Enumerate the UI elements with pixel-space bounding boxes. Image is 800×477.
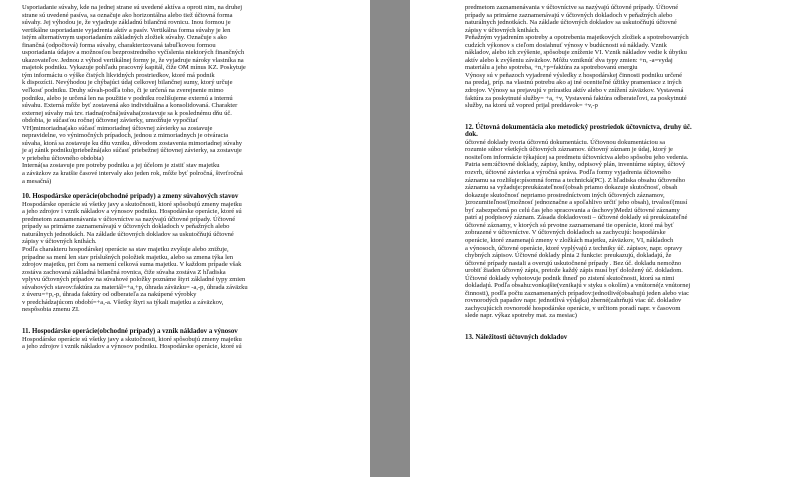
paragraph-section-10: Hospodárske operácie sú všetky javy a skutočnosti, ktoré spôsobujú zmeny majetku a jeho zdrojov i vznik nákladov a výnosov podniku. Hospodárske operácie, ktoré sú predmetom zaznamenávania v účtovníctve sa nazývajú účtovné prípady. Účtovné prípady sa primárne zaznamenávajú v účtovných dokladoch v peňažných alebo naturálnych jednotkách. Na základe účtovných dokladov sa uskutočňujú účtovné zápisy v účtovných knihách. Podľa charakteru hospodárskej operácie sa stav majetku zvyšuje alebo znižuje, prípadne sa mení len stav príslušných položiek majetku, alebo sa zmena týka len zdrojov majetku, pri čom sa nemení celková suma majetku. V každom prípade však zostáva zachovaná základná bilančná rovnica, čiže súvaha zostáva Z hľadiska vplyvu účtovných prípadov na súvahové položky poznáme štyri základné typy zmien súvahových stavov:faktúra za materiál=+a,+p, úhrada záväzku= -a,-p, úhrada záväzku z úveru=+p,-p, úhrada faktúry od odberateľa za nakúpené výrobky v predchádzajúcom období=+a,-a. Všetky štyri sa týkali majetku a záväzkov, nespôsobia zmenu ZI. [22,200,248,314]
section-heading-11: 11. Hospodárske operácie(obchodné prípady) a vznik nákladov a výnosov [22,327,238,335]
section-heading-13: 13. Náležitosti účtovných dokladov [465,333,568,341]
document-page-left [0,0,370,477]
section-heading-12: 12. Účtovná dokumentácia ako metodický prostriedok účtovníctva, druhy úč. dok. [465,123,692,139]
document-page-right [410,0,800,477]
paragraph-section-11: Hospodárske operácie sú všetky javy a skutočnosti, ktoré spôsobujú zmeny majetku a jeho zdrojov i vznik nákladov a výnosov podniku. Hospodárske operácie, ktoré sú [22,335,242,351]
paragraph-balance-sheet-forms: Usporiadanie súvahy, kde na jednej strane sú uvedené aktíva a oproti nim, na druhej strane sú uvedené pasíva, sa označuje ako horizontálna alebo tiež účtovná forma súvahy. Jej výhodou je, že vyjadruje základnú bilančnú rovnicu. Inou formou je vertikálne usporiadanie vyjadrenia aktív a pasív. Vertikálna forma súvahy je len istým alternatívnym usporiadaním základných zložiek súvahy. Označuje s ako finančná (odpočtová) forma súvahy, charakterizovaná tabuľkovou formou usporiadania údajov a možnosťou bezprostredného vyčíslenia niektorých finančných ukazovateľov. Jednou z výhod vertikálnej formy je, že vyjadruje nároky vlastníka na majetok podniku. Vykazuje pohľadu pracovný kapitál, čiže OM mínus KZ. Poskytuje tým informáciu o výške čistých likvidných prostriedkov, ktoré má podnik k dispozícii. Nevýhodou je chýbajúci údaj celkovej bilančnej sumy, ktorý určuje veľkosť podniku. Druhy súvah-podľa toho, či je určená na zverejnenie mimo podniku, alebo je určená len na použitie v podniku rozlišujeme externú a internú súvahu. Externá môže byť zostavená ako individuálna a konsolidovaná. Charakter externej súvahy má tzv. riadna(ročná)súvaha(zostavuje sa k poslednému dňu úč. obdobia, je súčasťou ročnej účtovnej závierky, umožňuje vypočítať VH)mimoriadna(ako súčasť mimoriadnej účtovnej závierky sa zostavuje nepravidelne, vo výnimočných prípadoch, jednou z mimoriadnych je otváracia súvaha, ktorá sa zostavuje ku dňu vzniku, dôvodom zostavenia mimoriadnej súvahy je aj zánik podniku)priebežná(ako súčasť priebežnej účtovnej závierky, sa zostavuje v priebehu účtovného obdobia) Interná(sa zostavuje pre potreby podniku a jej účelom je zistiť stav majetku a záväzkov za kratšie časové intervaly ako jeden rok, môže byť polročná, štvrťročná a mesačná) [22,4,246,185]
section-heading-10: 10. Hospodárske operácie(obchodné prípady) a zmeny súvahových stavov [22,193,239,201]
paragraph-section-12: účtovné doklady tvoria účtovnú dokumentáciu. Účtovnou dokumentáciou sa rozumie súbor všetkých účtovných záznamov. účtovný záznam je údaj, ktorý je nositeľom informácie týkajúcej sa predmetu účtovníctva alebo spôsobu jeho vedenia. Patria sem:účtovné doklady, zápisy, knihy, odpisový plán, inventúrne súpisy, účtový rozvrh, účtovné závierka a výročná správa. Podľa formy vyjadrenia účtovného záznamu sa rozlišuje:písomná forma a technická(PC). Z hľadiska obsahu účtovného záznamu sa vyžaduje:preukázateľnosť(obsah priamo dokazuje skutočnosť, obsah dokazuje skutočnosť nepriamo prostredníctvom iných účtovných záznamov, )zrozumiteľnosť(možnosť jednoznačne a spoľahlivo určiť jeho obsah), trvalosť(musí byť zabezpečená po celú čas jeho spracovania a úschovy)Medzi účtovné záznamy patrí aj podpisový záznam. Zásada dokladovosti – účtovné doklady sú preukázateľné účtovné záznamy, v ktorých sú prvotne zaznamenané tie operácie, ktoré má byť zobrazené v účtovníctve. V účtovných dokladoch sa zachycujú: hospodárske operácie, ktoré znamenajú zmeny v zložkách majetku, záväzkov, VI, nákladoch a výnosoch, účtovné operácie, ktoré vyplývajú z techniky úč. zápisov, napr. opravy chybných zápisov. Účtovné doklady plnia 2 funkcie: preukazujú, dokladajú, že účtovné prípady nastali a overujú uskutočnené prípady . Bez úč. dokladu nemožno urobiť žiaden účtovný zápis, pretože každý zápis musí byť doložený úč. dokladom. Účtovné doklady vyhotovuje podnik ihneď po zistení skutočnosti, ktorú sa nimi dokladajú. Podľa obsahu:vonkajšie(vznikajú v styku s okolím) a vnútorné(z vnútornej činnosti), podľa počtu zaznamenaných prípadov:jednotlivé(obsahujú jeden alebo viac rovnorodých papadov napr. jednotlivá výdajka) zberné(zahrňujú viac úč. dokladov zachycujúcich rovnorodé hospodárske operácie, v určitom poradí napr. v časovom slede napr. výkaz spotreby mat. za mesiac) [465,138,691,320]
paragraph-section-11-continued: predmetom zaznamenávania v účtovníctve sa nazývajú účtovné prípady. Účtovné prípady sa primárne zaznamenávajú v účtovných dokladoch v peňažných alebo naturálnych jednotkách. Na základe účtovných dokladov sa uskutočňujú účtovné zápisy v účtovných knihách. Peňažným vyjadrením spotreby a opotrebenia majetkových zložiek a spotrebovaných cudzích výkonov s cieľom dosiahnuť výnosy v budúcnosti sú náklady. Vznik nákladov, alebo ich zvýšenie, spôsobuje zníženie VI. Vznik nákladov vedie k úbytku aktív alebo k zvýšeniu záväzkov. Môžu vzniknúť dva typy zmien: +n, -a=vydaj materiálu a jeho spotreba, +n,+p=faktúra za spotrebovanú energiu Výnosy sú v peňazoch vyjadrené výsledky z hospodárskej činnosti podniku určené na predaj, príp. na vlastnú potrebu ako aj iné oceniteľné úžitky prameniace z iných zdrojov. Výnosy sa prejavujú v prírastku aktív alebo v znížení záväzkov. Vystavená faktúra za poskytnuté služby= +a, +v, Vystavená faktúra odberateľovi, za poskytnuté služby, na ktorú už vopred prijal preddavok= +v,-p [465,4,689,110]
